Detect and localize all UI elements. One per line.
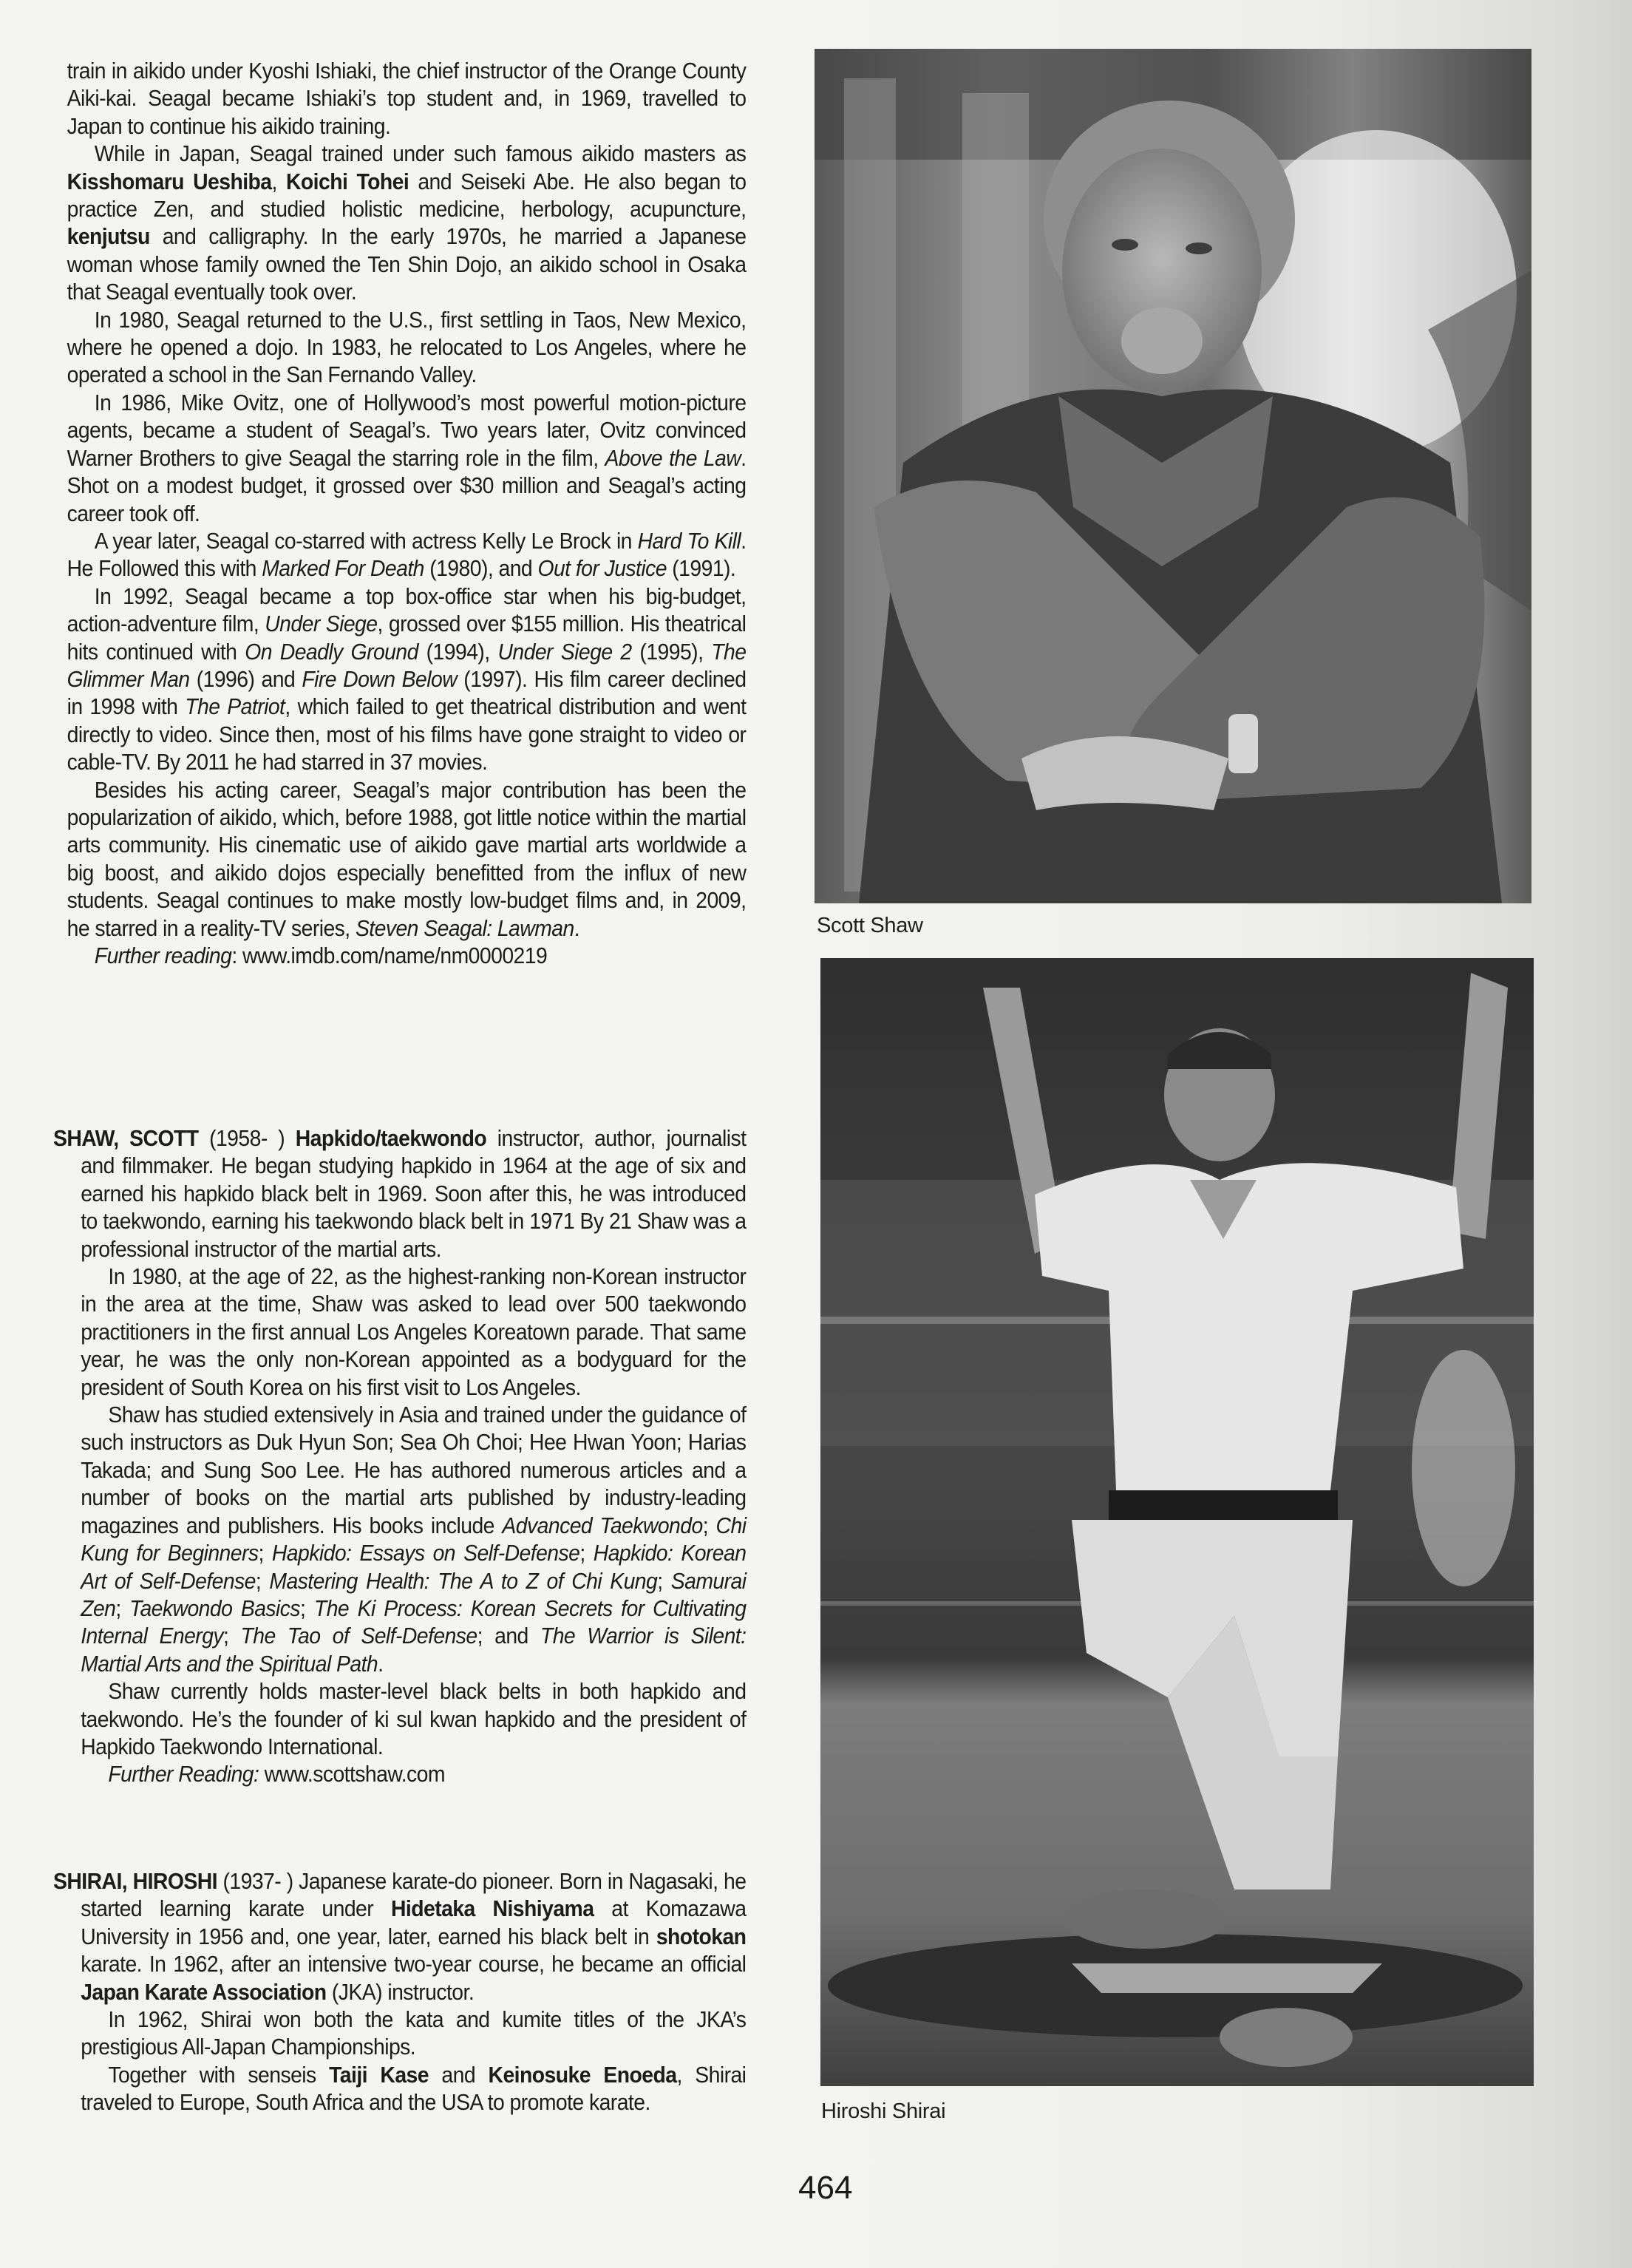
text-run: (1991).	[666, 556, 736, 582]
italic-title: The Ki Process: Korean Secrets for Cultivating Internal Energy	[81, 1595, 747, 1649]
bold-term: Taiji Kase	[329, 2062, 429, 2088]
text-run: Shaw currently holds master-level black belts in both hapkido and taekwondo. He’s the founder of ki sul kwan hapkido and the president of Hapkido Taekwondo International.	[81, 1679, 747, 1759]
text-run: In 1980, at the age of 22, as the highest-ranking non-Korean instructor in the area at the time, Shaw was asked to lead over 500 taekwondo practitioners in the first annual Los Angeles Koreatown parade. That same year, he was the only non-Korean appointed as a bodyguard for the president of South Korea on his first visit to Los Angeles.	[81, 1264, 747, 1400]
scott-shaw-photo	[815, 49, 1531, 903]
text-run: train in aikido under Kyoshi Ishiaki, the chief instructor of the Orange County Aiki-kai. Seagal became Ishiaki’s top student and, in 1969, travelled to Japan to continue his aikido training.	[67, 58, 747, 139]
paragraph	[53, 1678, 746, 1761]
text-run: and calligraphy. In the early 1970s, he married a Japanese woman whose family owned the Ten Shin Dojo, an aikido school in Osaka that Seagal eventually took over.	[67, 224, 747, 305]
bold-term: shotokan	[656, 1924, 747, 1949]
bold-term: Japan Karate Association	[81, 1979, 327, 2005]
italic-title: Taekwondo Basics	[129, 1595, 301, 1621]
photo-caption: Scott Shaw	[817, 914, 923, 937]
text-run: . He Followed this with	[67, 528, 747, 582]
text-run: and	[428, 2062, 489, 2088]
text-run: In 1992, Seagal became a top box-office star when his big-budget, action-adventure film,	[67, 583, 747, 637]
text-run: ;	[115, 1595, 130, 1621]
text-run: (1996) and	[189, 666, 302, 692]
entry-continuation	[53, 2006, 746, 2117]
italic-title: Out for Justice	[537, 556, 667, 582]
text-run: While in Japan, Seagal trained under such famous aikido masters as	[94, 141, 747, 167]
text-run: www.scottshaw.com	[259, 1762, 445, 1787]
text-run: (1997). His film career declined in 1998 with	[67, 666, 747, 720]
entry-continuation	[53, 1263, 746, 1789]
text-run: Besides his acting career, Seagal’s major contribution has been the popularization of aikido, which, before 1988, got little notice within the martial arts community. His cinematic use of aikido gave martial arts worldwide a big boost, and aikido dojos especially benefitted from the influx of new students. Seagal continues to make mostly low-budget films and, in 2009, he starred in a reality-TV series,	[67, 777, 747, 941]
text-run: .	[378, 1651, 384, 1677]
entry-shaw-scott	[53, 1125, 746, 1789]
text-run: (JKA) instructor.	[326, 1979, 475, 2005]
italic-title: Hapkido: Korean Art of Self-Defense	[81, 1541, 747, 1594]
bold-term: kenjutsu	[67, 224, 150, 250]
text-run: ;	[258, 1541, 272, 1566]
text-run: at Komazawa University in 1956 and, one year, later, earned his black belt in	[81, 1896, 747, 1949]
hiroshi-shirai-photo	[820, 958, 1534, 2086]
bold-term: Kisshomaru Ueshiba	[67, 169, 272, 194]
entry-body	[53, 1868, 746, 2117]
italic-title: The Patriot	[185, 694, 285, 720]
italic-title: Further Reading:	[108, 1762, 259, 1787]
text-run: , Shirai traveled to Europe, South Africa and the USA to promote karate.	[81, 2062, 747, 2116]
seagal-entry-continuation	[53, 58, 746, 970]
entry-lead-paragraph	[53, 1125, 746, 1263]
text-run: ; and	[477, 1623, 540, 1649]
paragraph	[53, 2062, 746, 2117]
text-run: ;	[255, 1568, 270, 1594]
italic-title: Mastering Health: The A to Z of Chi Kung	[269, 1568, 658, 1594]
text-run: (1980), and	[424, 556, 538, 582]
text-run: ;	[223, 1623, 241, 1649]
paragraph	[67, 943, 747, 970]
paragraph	[67, 390, 747, 528]
paragraph	[53, 2006, 746, 2062]
text-run: In 1962, Shirai won both the kata and kumite titles of the JKA’s prestigious All-Japan Championships.	[81, 2007, 747, 2060]
bold-term: SHAW, SCOTT	[53, 1126, 199, 1151]
text-run: , grossed over $155 million. His theatrical hits continued with	[67, 611, 747, 665]
paragraph	[53, 1263, 746, 1402]
paragraph	[67, 307, 747, 390]
text-run: In 1986, Mike Ovitz, one of Hollywood’s most powerful motion-picture agents, became a student of Seagal’s. Two years later, Ovitz convinced Warner Brothers to give Seagal the starring role in the film,	[67, 390, 747, 471]
photo-caption: Hiroshi Shirai	[821, 2099, 946, 2123]
text-run: A year later, Seagal co-starred with actress Kelly Le Brock in	[94, 528, 638, 554]
text-run: Shaw has studied extensively in Asia and trained under the guidance of such instructors as Duk Hyun Son; Sea Oh Choi; Hee Hwan Yoon; Harias Takada; and Sung Soo Lee. He has authored numerous articles and a number of books on the martial arts published by industry-leading magazines and publishers. His books include	[81, 1402, 747, 1538]
entry-shirai-hiroshi	[53, 1868, 746, 2117]
paragraph	[67, 583, 747, 777]
text-run: , which failed to get theatrical distribution and went directly to video. Since then, most of his films have gone straight to video or cable-TV. By 2011 he had starred in 37 movies.	[67, 694, 747, 775]
text-run: In 1980, Seagal returned to the U.S., first settling in Taos, New Mexico, where he opened a dojo. In 1983, he relocated to Los Angeles, where he operated a school in the San Fernando Valley.	[67, 307, 747, 388]
italic-title: Advanced Taekwondo	[502, 1512, 703, 1538]
text-run: ;	[300, 1595, 314, 1621]
page-number: 464	[798, 2170, 853, 2206]
italic-title: Fire Down Below	[302, 666, 458, 692]
italic-title: Chi Kung for Beginners	[81, 1512, 747, 1566]
paragraph	[53, 1761, 746, 1788]
text-run: ,	[271, 169, 286, 194]
entry-lead-paragraph	[53, 1868, 746, 2006]
italic-title: Steven Seagal: Lawman	[355, 915, 574, 941]
seagal-paragraphs	[53, 58, 746, 970]
italic-title: On Deadly Ground	[245, 639, 418, 665]
italic-title: The Tao of Self-Defense	[240, 1623, 477, 1649]
bold-term: Hapkido/taekwondo	[295, 1126, 487, 1151]
portrait-image-icon	[815, 49, 1531, 903]
bold-term: Keinosuke Enoeda	[488, 2062, 677, 2088]
italic-title: Samurai Zen	[81, 1568, 747, 1621]
text-run: karate. In 1962, after an intensive two-year course, he became an official	[81, 1952, 747, 1977]
italic-title: Further reading	[94, 943, 232, 968]
text-run: : www.imdb.com/name/nm0000219	[231, 943, 548, 968]
text-run: instructor, author, journalist and filmmaker. He began studying hapkido in 1964 at the age of six and earned his hapkido black belt in 1969. Soon after this, he was introduced to taekwondo, earning his taekwondo black belt in 1971 By 21 Shaw was a professional instructor of the martial arts.	[81, 1126, 747, 1262]
karate-kata-image-icon	[820, 958, 1534, 2086]
italic-title: Hapkido: Essays on Self-Defense	[271, 1541, 580, 1566]
paragraph	[67, 58, 747, 140]
italic-title: The Warrior is Silent: Martial Arts and the Spiritual Path	[81, 1623, 747, 1677]
paragraph	[67, 528, 747, 583]
text-run: (1958- )	[198, 1126, 296, 1151]
text-run: . Shot on a modest budget, it grossed over $30 million and Seagal’s acting career took off.	[67, 445, 747, 526]
bold-term: SHIRAI, HIROSHI	[53, 1869, 217, 1894]
text-run: .	[574, 915, 580, 941]
text-run: (1995),	[631, 639, 712, 665]
text-run: (1994),	[418, 639, 498, 665]
text-run: Together with senseis	[108, 2062, 330, 2088]
paragraph	[67, 777, 747, 943]
bold-term: Hidetaka Nishiyama	[390, 1896, 594, 1922]
italic-title: Hard To Kill	[637, 528, 741, 554]
text-run: (1937- ) Japanese karate-do pioneer. Born in Nagasaki, he started learning karate under	[81, 1869, 747, 1922]
text-run: and Seiseki Abe. He also began to practice Zen, and studied holistic medicine, herbology, acupuncture,	[67, 169, 747, 223]
italic-title: Under Siege 2	[497, 639, 632, 665]
italic-title: Above the Law	[605, 445, 741, 471]
text-run: ;	[702, 1512, 716, 1538]
entry-body	[53, 1125, 746, 1789]
text-run: ;	[657, 1568, 671, 1594]
paragraph	[53, 1402, 746, 1678]
bold-term: Koichi Tohei	[285, 169, 409, 194]
italic-title: Under Siege	[265, 611, 378, 637]
text-run: ;	[579, 1541, 594, 1566]
italic-title: Marked For Death	[262, 556, 424, 582]
paragraph	[67, 140, 747, 306]
italic-title: The Glimmer Man	[67, 639, 747, 692]
